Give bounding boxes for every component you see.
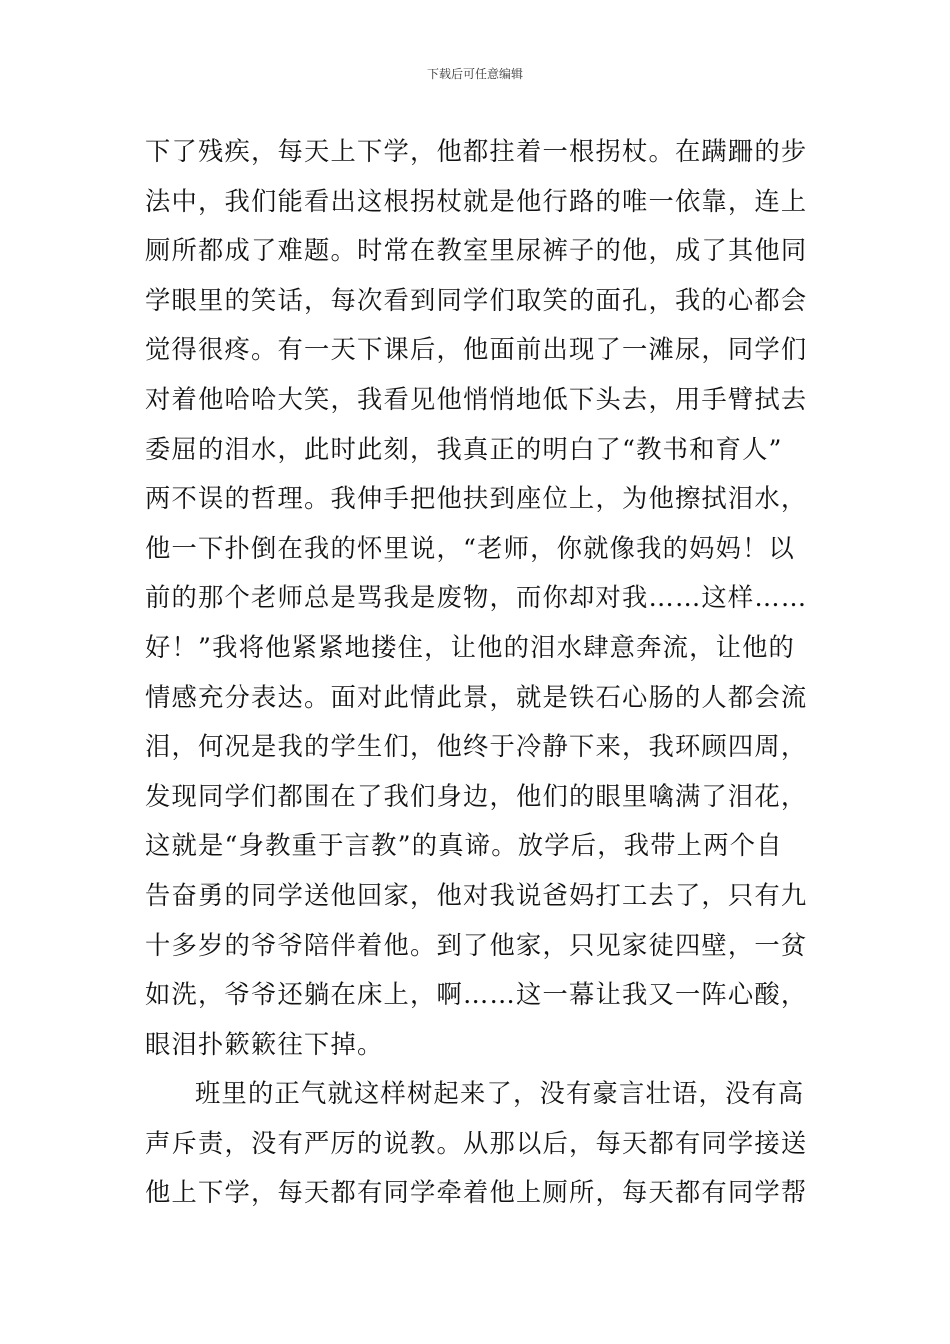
text-line: 他一下扑倒在我的怀里说，“老师，你就像我的妈妈！以 <box>145 533 796 563</box>
text-line: 他上下学，每天都有同学牵着他上厕所，每天都有同学帮 <box>145 1178 807 1208</box>
text-line: 泪，何况是我的学生们，他终于冷静下来，我环顾四周， <box>145 732 807 762</box>
text-line: 如洗，爷爷还躺在床上，啊……这一幕让我又一阵心酸， <box>145 980 807 1010</box>
text-line: 这就是“身教重于言教”的真谛。放学后，我带上两个自 <box>145 831 783 861</box>
text-line: 眼泪扑簌簌往下掉。 <box>145 1029 384 1059</box>
text-line: 两不误的哲理。我伸手把他扶到座位上，为他擦拭泪水， <box>145 484 807 514</box>
text-line: 法中，我们能看出这根拐杖就是他行路的唯一依靠，连上 <box>145 186 807 216</box>
text-line: 委屈的泪水，此时此刻，我真正的明白了“教书和育人” <box>145 434 783 464</box>
text-line: 对着他哈哈大笑，我看见他悄悄地低下头去，用手臂拭去 <box>145 384 807 414</box>
text-line: 前的那个老师总是骂我是废物，而你却对我……这样…… <box>145 583 807 613</box>
text-line: 声斥责，没有严厉的说教。从那以后，每天都有同学接送 <box>145 1128 807 1158</box>
text-line: 告奋勇的同学送他回家，他对我说爸妈打工去了，只有九 <box>145 880 807 910</box>
text-line: 学眼里的笑话，每次看到同学们取笑的面孔，我的心都会 <box>145 285 807 315</box>
text-line: 觉得很疼。有一天下课后，他面前出现了一滩尿，同学们 <box>145 335 807 365</box>
text-line: 好！”我将他紧紧地搂住，让他的泪水肆意奔流，让他的 <box>145 632 796 662</box>
text-line: 十多岁的爷爷陪伴着他。到了他家，只见家徒四壁，一贫 <box>145 930 807 960</box>
text-line: 下了残疾，每天上下学，他都拄着一根拐杖。在蹒跚的步 <box>145 137 807 166</box>
body-text <box>145 127 807 1218</box>
text-line: 情感充分表达。面对此情此景，就是铁石心肠的人都会流 <box>145 682 807 712</box>
header-note: 下载后可任意编辑 <box>426 67 523 81</box>
paragraph-start-line: 班里的正气就这样树起来了，没有豪言壮语，没有高 <box>195 1079 805 1109</box>
text-line: 发现同学们都围在了我们身边，他们的眼里噙满了泪花， <box>145 781 807 811</box>
text-line: 厕所都成了难题。时常在教室里尿裤子的他，成了其他同 <box>145 236 807 266</box>
